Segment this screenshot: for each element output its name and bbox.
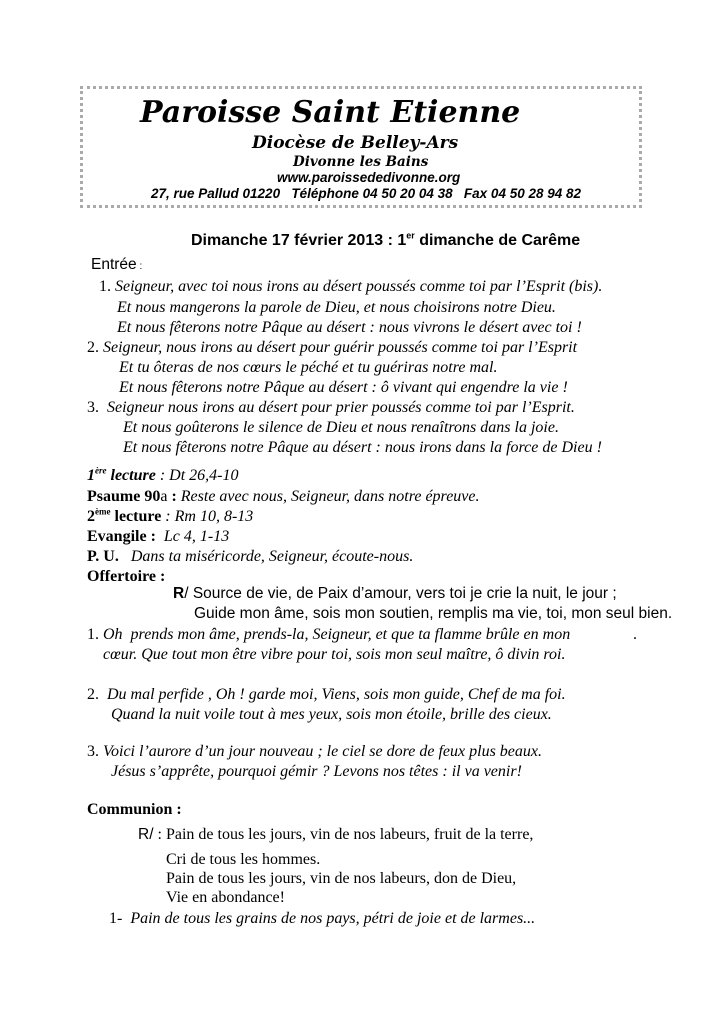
entree-verse-2-line-1 bbox=[87, 339, 577, 357]
verse-number: 1. bbox=[87, 626, 103, 643]
universal-prayer bbox=[87, 548, 413, 566]
verse-text: Du mal perfide , Oh ! garde moi, Viens, sois mon guide, Chef de ma foi. bbox=[107, 686, 566, 703]
gospel-line bbox=[87, 528, 229, 546]
verse-text: Oh prends mon âme, prends-la, Seigneur, et que ta flamme brûle en mon bbox=[103, 626, 571, 643]
entree-verse-1-line-3: Et nous fêterons notre Pâque au désert : nous vivrons le désert avec toi ! bbox=[117, 319, 582, 336]
offertoire-verse-2-line-2: Quand la nuit voile tout à mes yeux, sois mon étoile, brille des cieux. bbox=[111, 706, 552, 723]
communion-heading: Communion : bbox=[87, 801, 182, 818]
entree-verse-1-line-1 bbox=[99, 278, 602, 296]
reading-ref: : Dt 26,4-10 bbox=[155, 467, 239, 484]
offertoire-verse-1-trail: . bbox=[633, 626, 637, 643]
verse-number: 1. bbox=[99, 278, 115, 295]
date-line bbox=[191, 232, 580, 250]
communion-refrain-line-2: Cri de tous les hommes. bbox=[166, 851, 321, 868]
offertoire-verse-3-line-1 bbox=[87, 743, 542, 761]
verse-text: Seigneur, nous irons au désert pour guérir poussés comme toi par l’Esprit bbox=[103, 339, 578, 356]
reading-label: lecture bbox=[106, 467, 156, 484]
town-name: Divonne les Bains bbox=[293, 154, 429, 170]
offertoire-refrain-line-1 bbox=[173, 585, 617, 603]
address-line: 27, rue Pallud 01220 Téléphone 04 50 20 04 38 Fax 04 50 28 94 82 bbox=[151, 186, 582, 201]
offertoire-verse-3-line-2: Jésus s’apprête, pourquoi gémir ? Levons nos têtes : il va venir! bbox=[111, 763, 522, 780]
refrain-text: / Source de vie, de Paix d’amour, vers toi je crie la nuit, le jour ; bbox=[184, 585, 617, 602]
diocese-name: Diocèse de Belley-Ars bbox=[252, 133, 459, 153]
date-sup: er bbox=[406, 230, 415, 241]
second-reading bbox=[87, 508, 253, 526]
refrain-mark: R bbox=[173, 585, 185, 602]
verse-text: Pain de tous les grains de nos pays, pétri de joie et de larmes... bbox=[130, 910, 536, 927]
entree-verse-3-line-2: Et nous goûterons le silence de Dieu et nous renaîtrons dans la joie. bbox=[123, 419, 559, 436]
psalm-letter: a bbox=[160, 488, 168, 505]
reading-number: 1 bbox=[87, 467, 95, 484]
verse-number: 2. bbox=[87, 686, 107, 703]
entree-verse-2-line-2: Et tu ôteras de nos cœurs le péché et tu guériras notre mal. bbox=[119, 359, 498, 376]
verse-text: Seigneur nous irons au désert pour prier poussés comme toi par l’Esprit. bbox=[107, 399, 575, 416]
reading-sup: ème bbox=[95, 506, 111, 517]
communion-refrain-line-1 bbox=[138, 826, 533, 844]
verse-number: 2. bbox=[87, 339, 103, 356]
verse-number: 3. bbox=[87, 399, 107, 416]
offertoire-verse-1-line-1 bbox=[87, 626, 570, 644]
parish-title: Paroisse Saint Etienne bbox=[140, 95, 521, 130]
entree-verse-3-line-1 bbox=[87, 399, 575, 417]
gospel-label: Evangile : bbox=[87, 528, 160, 545]
reading-ref: : Rm 10, 8-13 bbox=[161, 508, 254, 525]
entree-label: Entrée bbox=[91, 256, 137, 273]
date-prefix: Dimanche 17 février 2013 : 1 bbox=[191, 232, 407, 249]
verse-text: Voici l’aurore d’un jour nouveau ; le ciel se dore de feux plus beaux. bbox=[103, 743, 542, 760]
entree-verse-2-line-3: Et nous fêterons notre Pâque au désert : ô vivant qui engendre la vie ! bbox=[119, 379, 568, 396]
offertoire-verse-1-line-2: cœur. Que tout mon être vibre pour toi, sois mon seul maître, ô divin roi. bbox=[103, 646, 566, 663]
date-suffix: dimanche de Carême bbox=[414, 232, 581, 249]
offertoire-heading: Offertoire : bbox=[87, 568, 166, 585]
gospel-ref: Lc 4, 1-13 bbox=[159, 528, 230, 545]
reading-sup: ère bbox=[95, 465, 107, 476]
reading-label: lecture bbox=[110, 508, 162, 525]
communion-refrain-line-3: Pain de tous les jours, vin de nos labeurs, don de Dieu, bbox=[166, 870, 517, 887]
reading-number: 2 bbox=[87, 508, 95, 525]
offertoire-refrain-line-2: Guide mon âme, sois mon soutien, remplis ma vie, toi, mon seul bien. bbox=[194, 605, 673, 622]
website-text: www.paroissededivonne.org bbox=[277, 170, 461, 185]
entree-heading bbox=[91, 256, 142, 274]
refrain-mark: R/ bbox=[138, 826, 154, 843]
psalm-text: Reste avec nous, Seigneur, dans notre épreuve. bbox=[176, 488, 480, 505]
psalm-line bbox=[87, 488, 480, 506]
psalm-colon: : bbox=[167, 488, 177, 505]
verse-text: Seigneur, avec toi nous irons au désert poussés comme toi par l’Esprit (bis). bbox=[115, 278, 603, 295]
pu-text: Dans ta miséricorde, Seigneur, écoute-nous. bbox=[118, 548, 414, 565]
verse-number: 3. bbox=[87, 743, 103, 760]
entree-verse-3-line-3: Et nous fêterons notre Pâque au désert : nous irons dans la force de Dieu ! bbox=[123, 439, 602, 456]
entree-verse-1-line-2: Et nous mangerons la parole de Dieu, et nous choisirons notre Dieu. bbox=[117, 299, 556, 316]
offertoire-verse-2-line-1 bbox=[87, 686, 566, 704]
first-reading bbox=[87, 467, 238, 485]
communion-refrain-line-4: Vie en abondance! bbox=[166, 889, 285, 906]
pu-label: P. U. bbox=[87, 548, 119, 565]
communion-verse-1 bbox=[109, 910, 535, 928]
verse-number: 1- bbox=[109, 910, 131, 927]
refrain-text: : Pain de tous les jours, vin de nos labeurs, fruit de la terre, bbox=[153, 826, 534, 843]
psalm-label: Psaume 90 bbox=[87, 488, 161, 505]
entree-colon: : bbox=[136, 261, 143, 272]
